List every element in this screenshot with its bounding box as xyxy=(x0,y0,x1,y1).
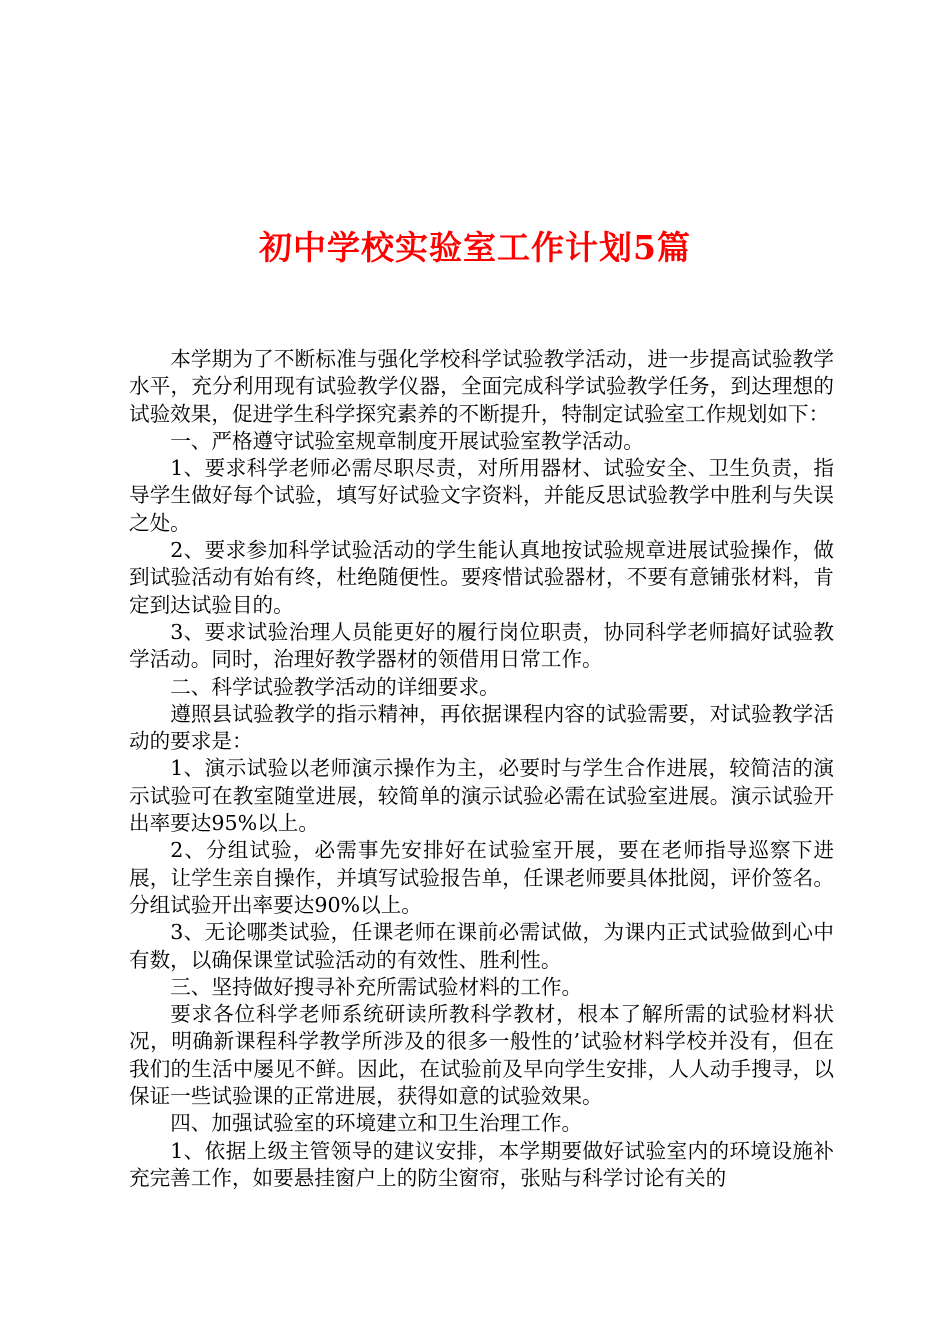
paragraph-1-2: 2、要求参加科学试验活动的学生能认真地按试验规章进展试验操作，做到试验活动有始有终，杜绝随便性。要疼惜试验器材，不要有意铺张材料，肯定到达试验目的。 xyxy=(129,538,834,617)
section-heading-4: 四、加强试验室的环境建立和卫生治理工作。 xyxy=(170,1111,583,1136)
paragraph-2-3: 3、无论哪类试验，任课老师在课前必需试做，为课内正式试验做到心中有数，以确保课堂试验活动的有效性、胜利性。 xyxy=(129,920,834,972)
paragraph-3-1: 要求各位科学老师系统研读所教科学教材，根本了解所需的试验材料状况，明确新课程科学教学所涉及的很多一般性的’试验材料学校并没有，但在我们的生活中屡见不鲜。因此，在试验前及早向学生安排，人人动手搜寻，以保证一些试验课的正常进展，获得如意的试验效果。 xyxy=(129,1002,834,1109)
paragraph-1-1: 1、要求科学老师必需尽职尽责，对所用器材、试验安全、卫生负责，指导学生做好每个试验，填写好试验文字资料，并能反思试验教学中胜利与失误之处。 xyxy=(129,456,834,535)
paragraph-2-intro: 遵照县试验教学的指示精神，再依据课程内容的试验需要，对试验教学活动的要求是： xyxy=(129,701,834,754)
document-title: 初中学校实验室工作计划5篇 xyxy=(259,228,691,268)
paragraph-2-2: 2、分组试验，必需事先安排好在试验室开展，要在老师指导巡察下进展，让学生亲自操作，并填写试验报告单，任课老师要具体批阅，评价签名。分组试验开出率要达90%以上。 xyxy=(129,838,834,917)
document-body xyxy=(129,346,834,1192)
section-heading-2: 二、科学试验教学活动的详细要求。 xyxy=(170,674,500,699)
paragraph-4-1: 1、依据上级主管领导的建议安排，本学期要做好试验室内的环境设施补充完善工作，如要悬挂窗户上的防尘窗帘，张贴与科学讨论有关的 xyxy=(129,1138,834,1190)
section-heading-1: 一、严格遵守试验室规章制度开展试验室教学活动。 xyxy=(170,428,644,453)
paragraph-intro: 本学期为了不断标准与强化学校科学试验教学活动，进一步提高试验教学水平，充分利用现有试验教学仪器，全面完成科学试验教学任务，到达理想的试验效果，促进学生科学探究素养的不断提升，特制定试验室工作规划如下： xyxy=(129,347,834,426)
section-heading-3: 三、坚持做好搜寻补充所需试验材料的工作。 xyxy=(170,974,583,999)
paragraph-1-3: 3、要求试验治理人员能更好的履行岗位职责，协同科学老师搞好试验教学活动。同时，治理好教学器材的领借用日常工作。 xyxy=(129,619,834,672)
paragraph-2-1: 1、演示试验以老师演示操作为主，必要时与学生合作进展，较简洁的演示试验可在教室随堂进展，较简单的演示试验必需在试验室进展。演示试验开出率要达95%以上。 xyxy=(129,756,834,836)
